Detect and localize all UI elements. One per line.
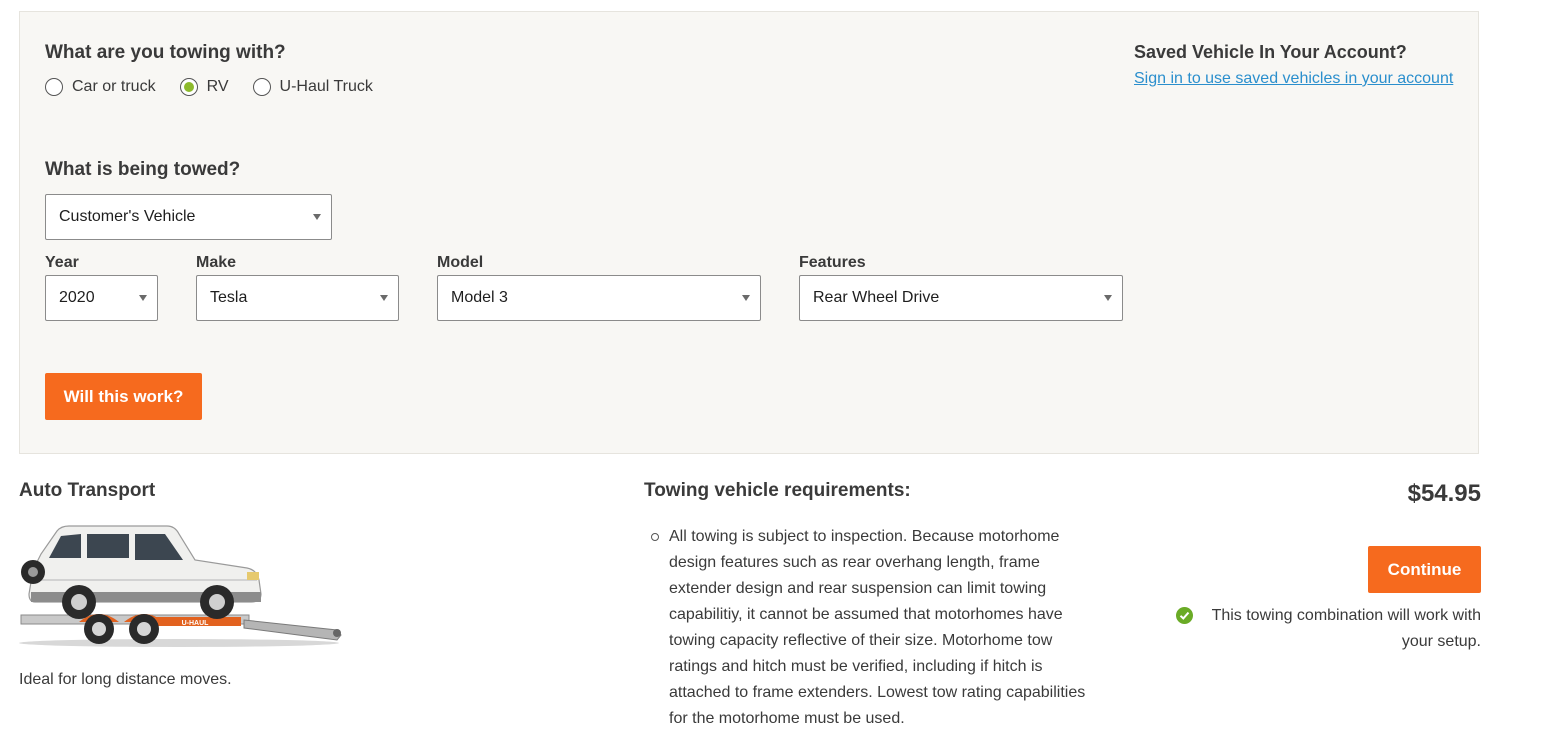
year-select[interactable] — [45, 275, 158, 321]
compatibility-text: This towing combination will work with your setup. — [1211, 607, 1481, 650]
radio-option-uhaul-truck[interactable] — [253, 78, 373, 96]
select-value: Customer's Vehicle — [59, 208, 196, 225]
make-label: Make — [196, 254, 237, 271]
year-label: Year — [45, 254, 79, 271]
radio-label: RV — [206, 78, 229, 95]
features-label: Features — [799, 254, 866, 271]
dropdown-caret-icon — [380, 295, 388, 301]
will-this-work-button[interactable]: Will this work? — [45, 373, 202, 420]
radio-button[interactable] — [45, 78, 63, 96]
price: $54.95 — [1407, 480, 1481, 507]
radio-button[interactable] — [253, 78, 271, 96]
dropdown-caret-icon — [742, 295, 750, 301]
requirement-text: All towing is subject to inspection. Because motorhome design features such as rear overhang length, frame extender design and rear suspension can limit towing capabilitiy, it cannot be assumed that motorhomes have towing capacity reflective of their size. Motorhome tow ratings and hitch must be verified, including if hitch is attached to frame extenders. Lowest tow rating capabilities for the motorhome must be used. — [669, 528, 1086, 727]
features-select[interactable] — [799, 275, 1123, 321]
make-select[interactable] — [196, 275, 399, 321]
bullet-icon — [651, 533, 659, 541]
dropdown-caret-icon — [313, 214, 321, 220]
list-item — [644, 524, 1104, 732]
dropdown-caret-icon — [139, 295, 147, 301]
requirements-heading: Towing vehicle requirements: — [644, 480, 911, 501]
sign-in-saved-vehicles-link[interactable]: Sign in to use saved vehicles in your account — [1134, 70, 1454, 87]
radio-label: Car or truck — [72, 78, 156, 95]
being-towed-heading: What is being towed? — [45, 159, 241, 180]
radio-option-car-or-truck[interactable] — [45, 78, 156, 96]
trailer-logo-text: U-HAUL — [181, 620, 209, 627]
towed-item-select[interactable] — [45, 194, 332, 240]
requirements-list — [644, 524, 1104, 732]
dropdown-caret-icon — [1104, 295, 1112, 301]
auto-transport-image — [19, 522, 344, 647]
radio-selected-dot — [184, 82, 194, 92]
select-value: Rear Wheel Drive — [813, 289, 940, 306]
compatibility-message — [1176, 603, 1481, 655]
vehicle-form-panel — [19, 11, 1479, 454]
towing-with-heading: What are you towing with? — [45, 42, 286, 63]
select-value: Tesla — [210, 289, 248, 306]
select-value: 2020 — [59, 289, 95, 306]
towing-with-radio-group — [45, 78, 397, 96]
radio-label: U-Haul Truck — [279, 78, 373, 95]
check-circle-icon — [1176, 607, 1193, 624]
product-description: Ideal for long distance moves. — [19, 671, 232, 688]
select-value: Model 3 — [451, 289, 508, 306]
radio-option-rv[interactable] — [180, 78, 229, 96]
radio-button-selected[interactable] — [180, 78, 198, 96]
model-select[interactable] — [437, 275, 761, 321]
saved-vehicle-heading: Saved Vehicle In Your Account? — [1134, 42, 1407, 62]
model-label: Model — [437, 254, 484, 271]
continue-button[interactable]: Continue — [1368, 546, 1481, 593]
product-title: Auto Transport — [19, 480, 156, 501]
